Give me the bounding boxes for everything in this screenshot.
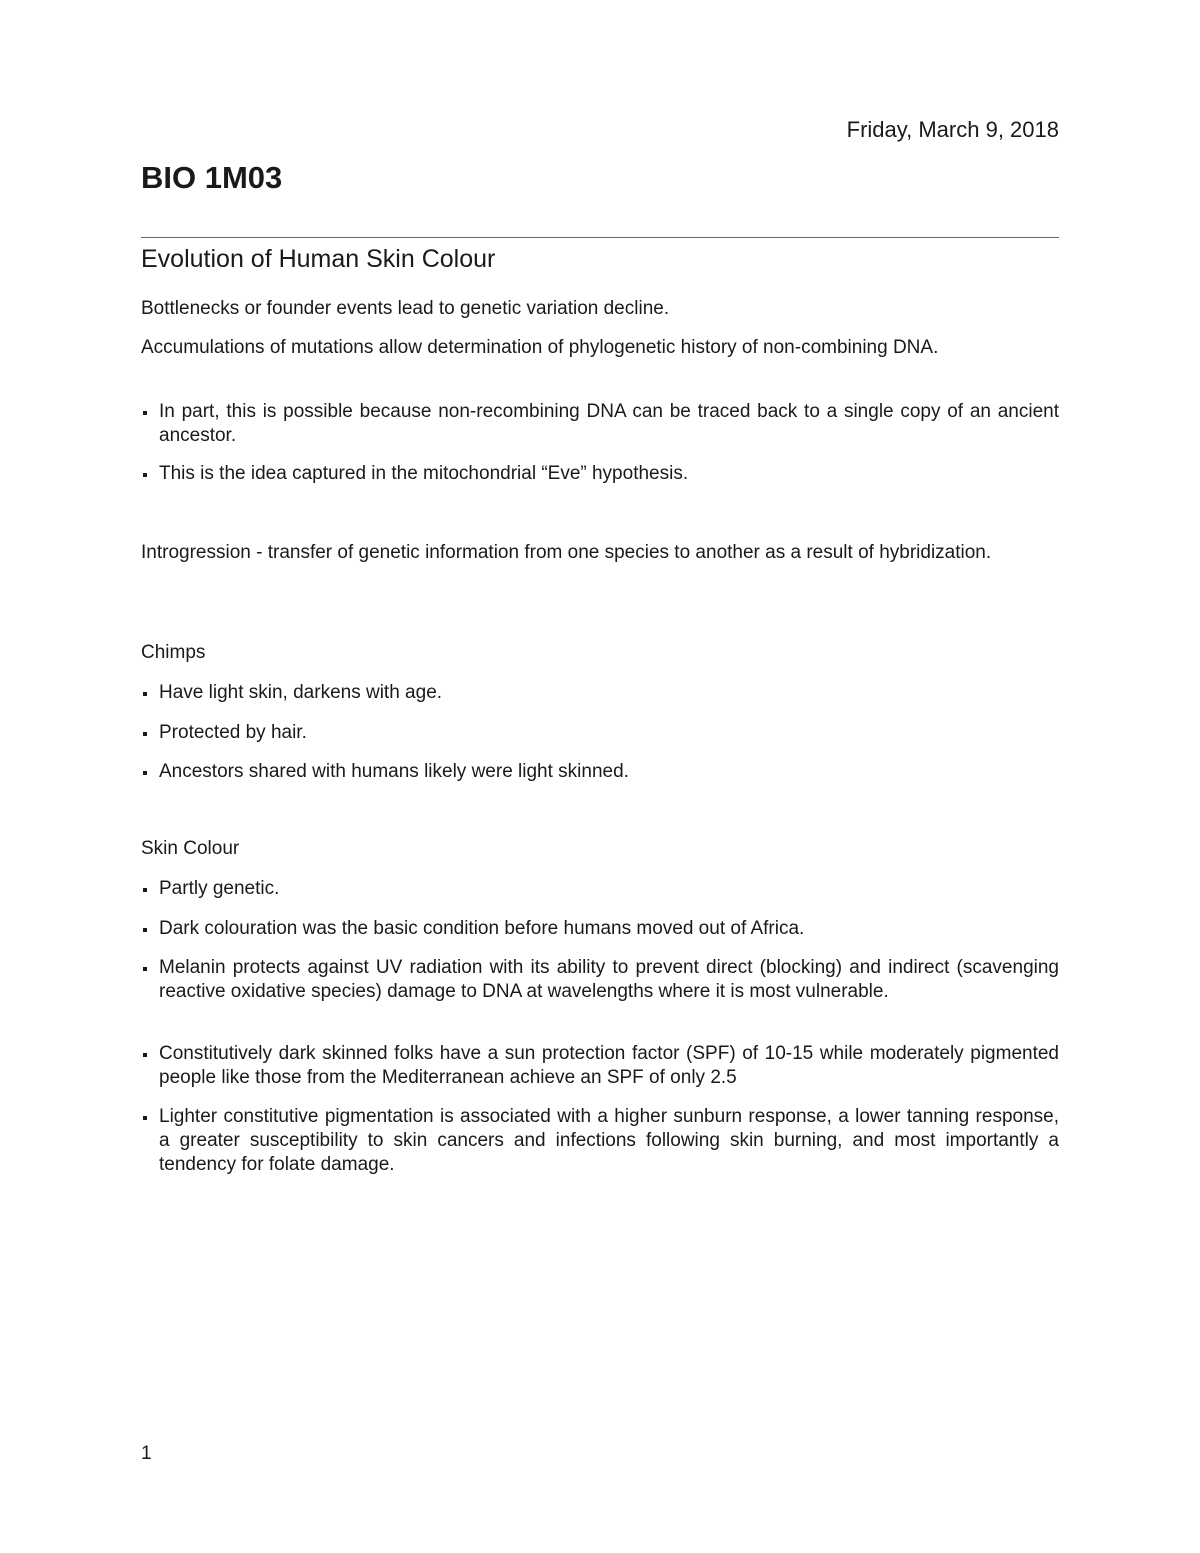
list-item-text: Melanin protects against UV radiation with its ability to prevent direct (blocking) and indirect (scavenging reactive oxidative species) damage to DNA at wavelengths where it is most vulnerable. <box>159 957 1059 1002</box>
list-item-text: Ancestors shared with humans likely were light skinned. <box>159 761 629 782</box>
date: Friday, March 9, 2018 <box>846 117 1059 142</box>
list-item-text: Dark colouration was the basic condition before humans moved out of Africa. <box>159 918 805 939</box>
list-item-text: Lighter constitutive pigmentation is associated with a higher sunburn response, a lower tanning response, a greater susceptibility to skin cancers and infections following skin burning, and most importantly a tendency for folate damage. <box>159 1106 1059 1175</box>
paragraph-accumulations: Accumulations of mutations allow determination of phylogenetic history of non-combining DNA. <box>141 337 939 358</box>
list-item-text: In part, this is possible because non-recombining DNA can be traced back to a single copy of an ancient ancestor. <box>159 401 1059 446</box>
list-item-text: Constitutively dark skinned folks have a sun protection factor (SPF) of 10-15 while moderately pigmented people like those from the Mediterranean achieve an SPF of only 2.5 <box>159 1043 1059 1088</box>
section-heading-chimps: Chimps <box>141 642 206 663</box>
page-number: 1 <box>141 1443 152 1464</box>
list-item <box>141 917 1059 941</box>
course-code: BIO 1M03 <box>141 160 283 195</box>
paragraph-introgression: Introgression - transfer of genetic information from one species to another as a result of hybridization. <box>141 542 992 563</box>
list-item <box>141 956 1059 1004</box>
list-item <box>141 1042 1059 1090</box>
paragraph-bottlenecks: Bottlenecks or founder events lead to genetic variation decline. <box>141 298 670 319</box>
list-item <box>141 681 1059 705</box>
list-item <box>141 1105 1059 1177</box>
list-item <box>141 400 1059 448</box>
list-item-text: This is the idea captured in the mitochondrial “Eve” hypothesis. <box>159 463 689 484</box>
list-item <box>141 462 1059 486</box>
section-heading-skin-colour: Skin Colour <box>141 838 240 859</box>
list-item-text: Partly genetic. <box>159 878 280 899</box>
list-item <box>141 877 1059 901</box>
list-item <box>141 760 1059 784</box>
list-item <box>141 721 1059 745</box>
page-title: Evolution of Human Skin Colour <box>141 245 496 273</box>
list-item-text: Protected by hair. <box>159 722 307 743</box>
list-item-text: Have light skin, darkens with age. <box>159 682 443 703</box>
divider <box>141 237 1059 238</box>
